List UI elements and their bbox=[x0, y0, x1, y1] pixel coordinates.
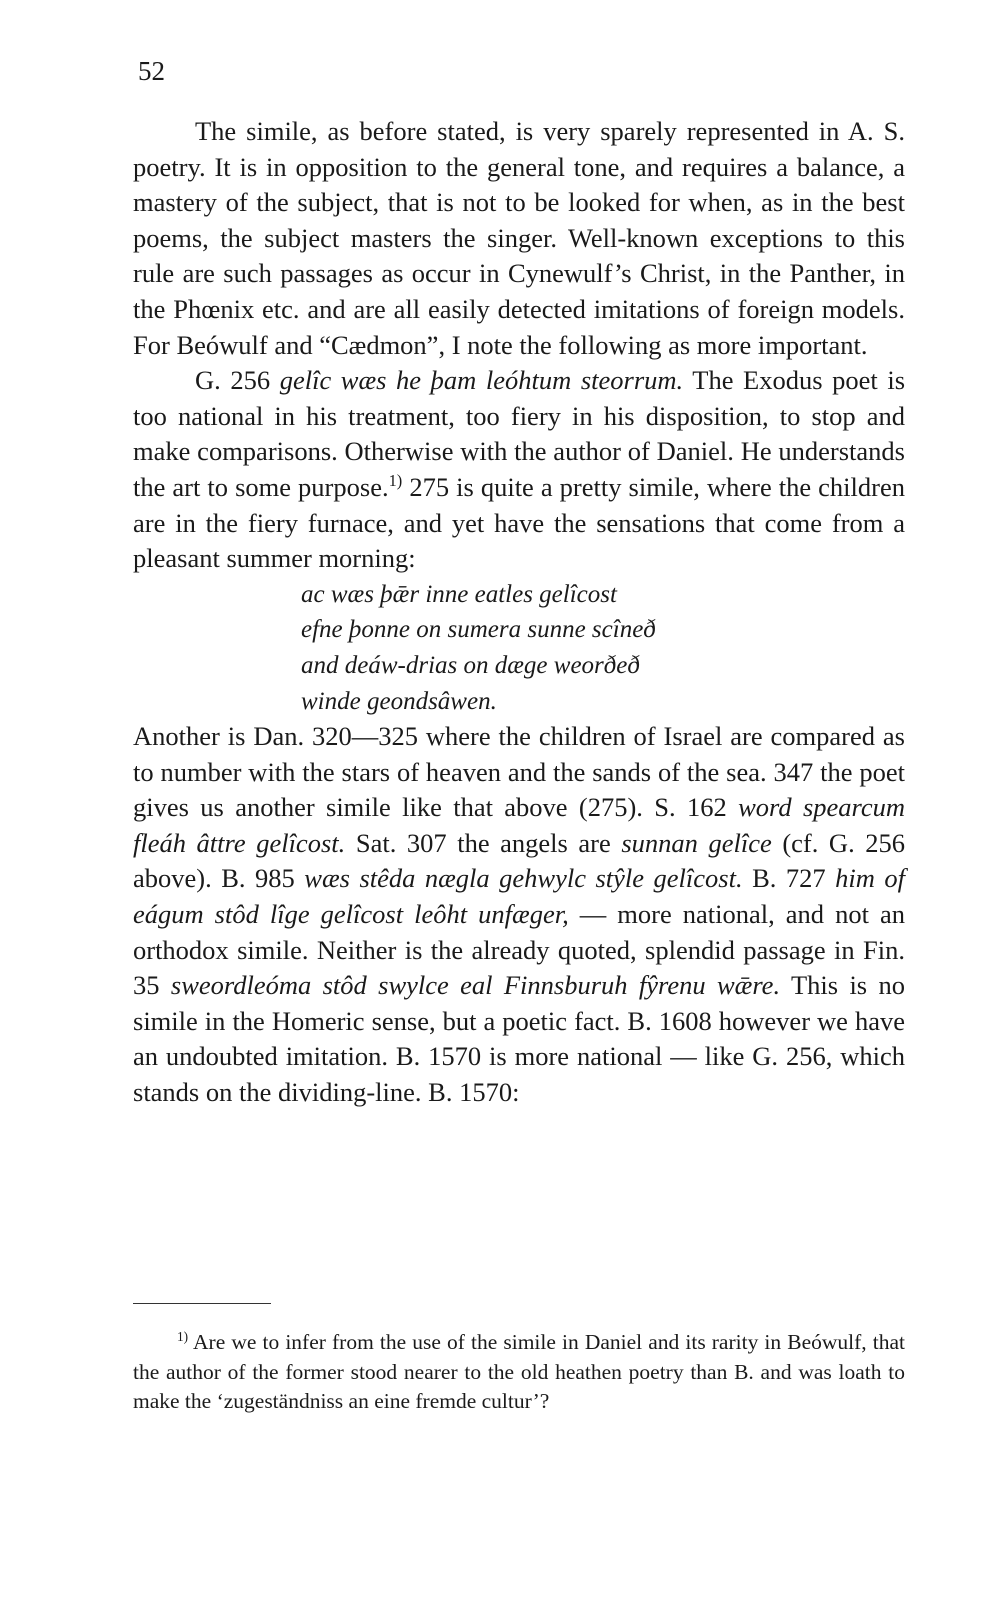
paragraph-simile-intro: The simile, as before stated, is very sparely represented in A. S. poetry. It is in opposition to the general tone, and requires a balance, a mastery of the subject, that is not to be looked for when, as in the best poems, the subject masters the singer. Well-known exceptions to this rule are such passages as occur in Cynewulf’s Christ, in the Panther, in the Phœnix etc. and are all easily detected imitations of foreign models. For Beówulf and “Cædmon”, I note the following as more important. bbox=[133, 116, 905, 360]
reference: G. 256 bbox=[195, 365, 271, 396]
quotation: word spearcum fleáh âttre gelîcost. bbox=[133, 792, 906, 858]
footnote bbox=[133, 1328, 905, 1417]
verse-line: and deáw-drias on dæge weorðeð bbox=[301, 651, 640, 679]
page-number: 52 bbox=[138, 56, 165, 86]
quotation: sweordleóma stôd swylce eal Finnsburuh fŷrenu wǣre. bbox=[170, 970, 781, 1001]
footnote-marker: 1) bbox=[388, 471, 403, 491]
paragraph-text: (cf. G. 256 above). B. 985 bbox=[133, 827, 906, 894]
quotation: wæs stêda nægla gehwylc stŷle gelîcost. bbox=[304, 863, 743, 894]
paragraph-text: This is no simile in the Homeric sense, but a poetic fact. B. 1608 however we have an undoubted imitation. B. 1570 is more national — like G. 256, which stands on the dividing-line. B. 1570: bbox=[133, 970, 905, 1108]
paragraph-text: B. 727 bbox=[752, 863, 826, 894]
quotation: sunnan gelîce bbox=[621, 827, 772, 858]
footnote-marker: 1) bbox=[177, 1328, 189, 1344]
paragraph-text: Another is Dan. 320—325 where the children of Israel are compared as to number with the stars of heaven and the sands of the sea. 347 the poet gives us another simile like that above (275). S. 162 bbox=[133, 721, 905, 823]
footnote-text: Are we to infer from the use of the simile in Daniel and its rarity in Beówulf, that the author of the former stood nearer to the old heathen poetry than B. and was loath to make the ‘zugeständniss an eine fremde cultur’? bbox=[133, 1330, 905, 1413]
paragraph-text: — more national, and not an orthodox simile. Neither is the already quoted, splendid passage in Fin. 35 bbox=[133, 899, 905, 1001]
verse-line: efne þonne on sumera sunne scîneð bbox=[301, 616, 656, 644]
quotation: gelîc wæs he þam leóhtum steorrum. bbox=[279, 365, 684, 396]
paragraph-text: Sat. 307 the angels are bbox=[355, 827, 611, 858]
paragraph-genesis-daniel bbox=[133, 363, 905, 577]
verse-quotation bbox=[133, 577, 905, 719]
paragraph-text: The Exodus poet is too national in his treatment, too fiery in his disposition, to stop and make comparisons. Otherwise with the author of Daniel. He understands the art to some purpose. bbox=[133, 365, 906, 502]
paragraph-text: 275 is quite a pretty simile, where the children are in the fiery furnace, and yet have the sensations that come from a pleasant summer morning: bbox=[133, 471, 905, 574]
quotation: him of eágum stôd lîge gelîcost leôht unfæger, bbox=[133, 863, 905, 930]
verse-line: ac wæs þǣr inne eatles gelîcost bbox=[301, 580, 617, 608]
footnote-divider bbox=[133, 1303, 271, 1304]
paragraph-other-similes bbox=[133, 719, 905, 1111]
main-text bbox=[133, 114, 905, 1111]
verse-line: winde geondsâwen. bbox=[301, 687, 497, 715]
